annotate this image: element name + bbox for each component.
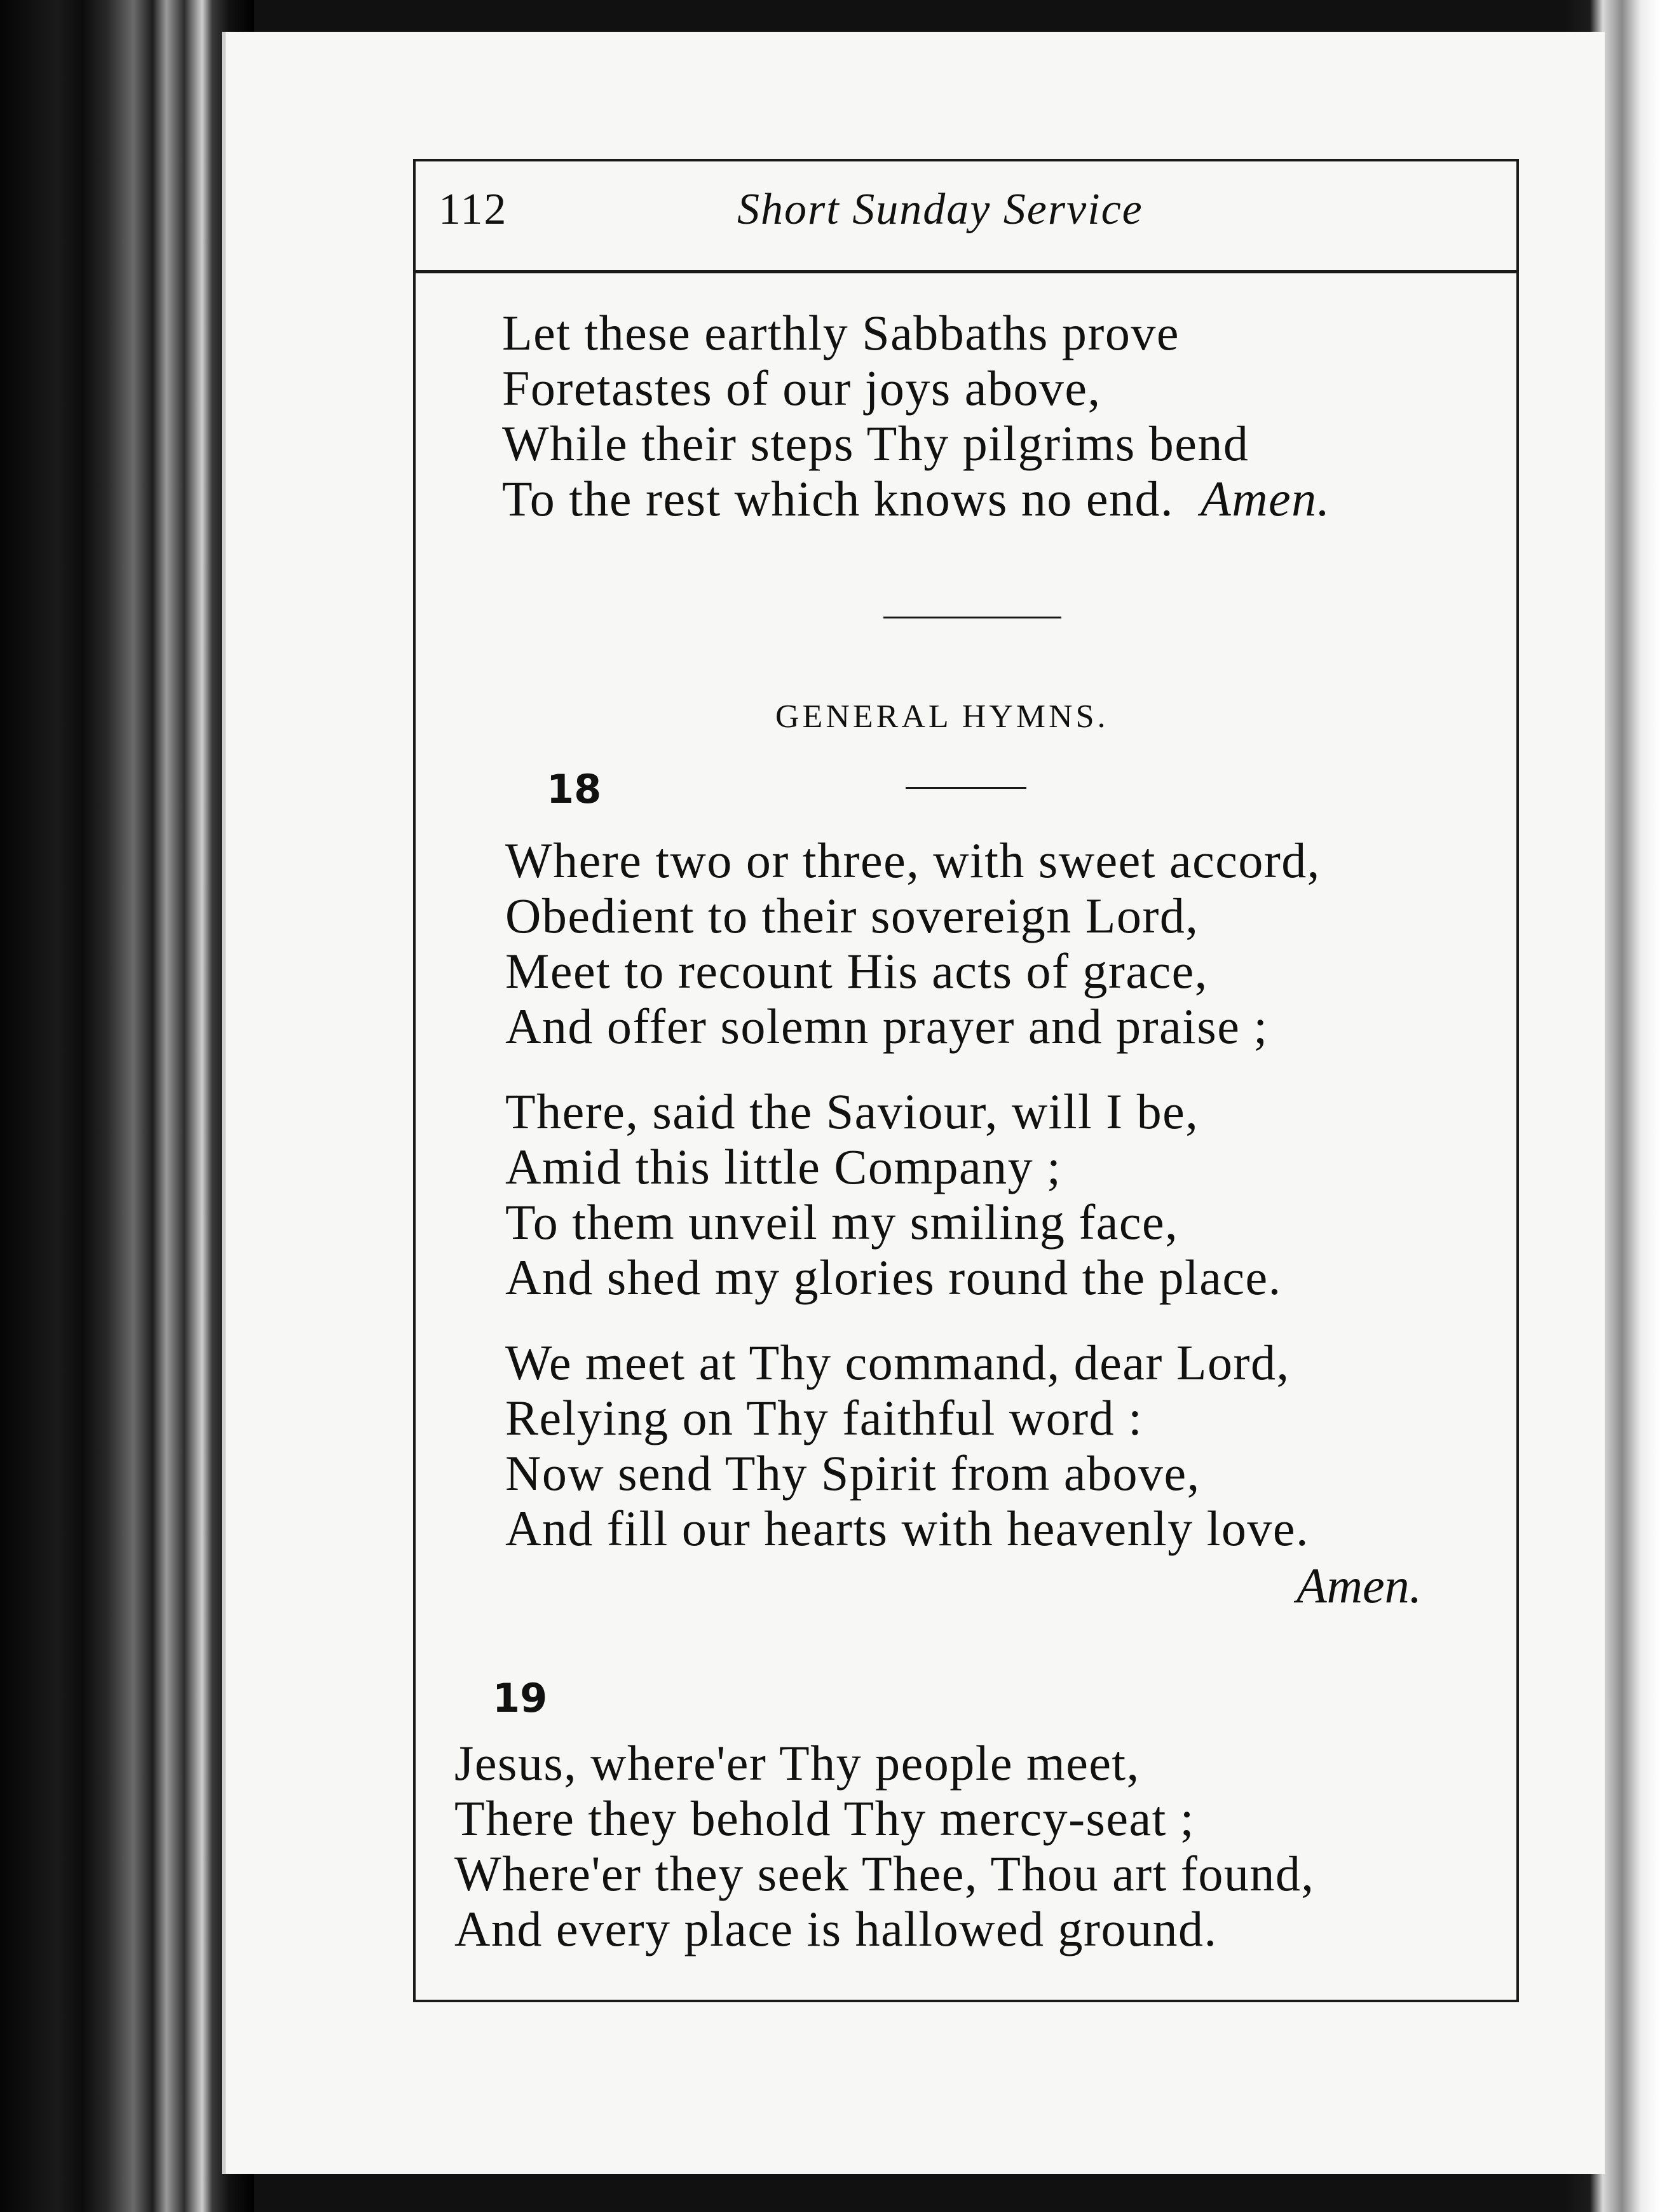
stanza-line: And every place is hallowed ground.	[454, 1901, 1218, 1956]
stanza-line: Foretastes of our joys above,	[502, 360, 1101, 416]
stanza-line: Obedient to their sovereign Lord,	[505, 888, 1199, 943]
stanza-line: Where'er they seek Thee, Thou art found,	[454, 1846, 1315, 1901]
page-number: 112	[439, 185, 508, 234]
hymn-divider	[906, 787, 1026, 789]
stanza-line: Jesus, where'er Thy people meet,	[454, 1735, 1140, 1791]
stanza-intro	[502, 305, 1331, 526]
stanza-line: Now send Thy Spirit from above,	[505, 1445, 1201, 1501]
stanza-line: And shed my glories round the place.	[505, 1250, 1282, 1305]
section-divider	[883, 617, 1061, 618]
stanza-line: Where two or three, with sweet accord,	[505, 833, 1321, 888]
stanza-line: Meet to recount His acts of grace,	[505, 943, 1208, 999]
amen-text: Amen.	[1296, 1558, 1422, 1613]
stanza-line: To them unveil my smiling face,	[505, 1194, 1179, 1250]
header-rule	[413, 270, 1519, 273]
amen-text: Amen.	[1201, 471, 1331, 526]
hymn-18-stanza-3	[505, 1335, 1309, 1556]
hymn-19-stanza-1	[454, 1735, 1314, 1956]
stanza-line: While their steps Thy pilgrims bend	[502, 416, 1249, 471]
stanza-line: There, said the Saviour, will I be,	[505, 1084, 1199, 1139]
stanza-line-text: To the rest which knows no end.	[502, 471, 1174, 526]
hymn-18-stanza-2	[505, 1084, 1282, 1305]
book-spine-edge	[0, 0, 254, 2212]
running-title: Short Sunday Service	[737, 185, 1143, 234]
section-heading: GENERAL HYMNS.	[775, 699, 1109, 735]
stanza-line: Relying on Thy faithful word :	[505, 1390, 1143, 1445]
stanza-line: There they behold Thy mercy-seat ;	[454, 1791, 1195, 1846]
hymn-18-stanza-1	[505, 833, 1321, 1054]
hymn-number-19: 19	[493, 1675, 548, 1721]
hymn-number-18: 18	[547, 766, 602, 812]
stanza-line: We meet at Thy command, dear Lord,	[505, 1335, 1290, 1390]
stanza-line-with-amen	[502, 471, 1331, 526]
stanza-line: Let these earthly Sabbaths prove	[502, 305, 1180, 360]
stanza-line: Amid this little Company ;	[505, 1139, 1062, 1194]
stanza-line: And fill our hearts with heavenly love.	[505, 1501, 1310, 1556]
stanza-line: And offer solemn prayer and praise ;	[505, 999, 1269, 1054]
